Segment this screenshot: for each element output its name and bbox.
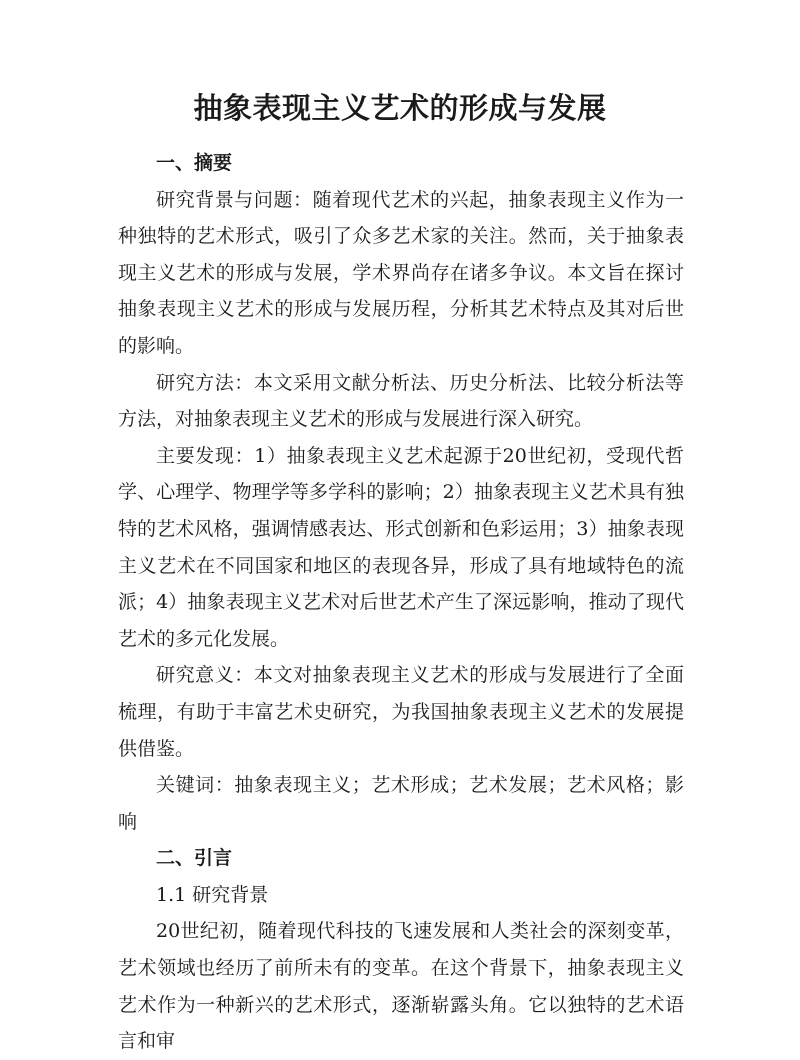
document-title: 抽象表现主义艺术的形成与发展 [193, 91, 607, 125]
keywords-line: 关键词：抽象表现主义；艺术形成；艺术发展；艺术风格；影响 [118, 774, 684, 833]
paragraph-intro: 20世纪初，随着现代科技的飞速发展和人类社会的深刻变革，艺术领域也经历了前所未有的变革。在这个背景下，抽象表现主义艺术作为一种新兴的艺术形式，逐渐崭露头角。它以独特的艺术语言和审 [118, 920, 684, 1053]
paragraph-background: 研究背景与问题：随着现代艺术的兴起，抽象表现主义作为一种独特的艺术形式，吸引了众多艺术家的关注。然而，关于抽象表现主义艺术的形成与发展，学术界尚存在诸多争议。本文旨在探讨抽象表现主义艺术的形成与发展历程，分析其艺术特点及其对后世的影响。 [118, 188, 684, 357]
paragraph-method: 研究方法：本文采用文献分析法、历史分析法、比较分析法等方法，对抽象表现主义艺术的形成与发展进行深入研究。 [118, 371, 684, 431]
section-heading-abstract: 一、摘要 [156, 152, 233, 174]
subsection-heading-background: 1.1 研究背景 [156, 883, 269, 906]
document-body [118, 145, 684, 1060]
paragraph-findings: 主要发现：1）抽象表现主义艺术起源于20世纪初，受现代哲学、心理学、物理学等多学科的影响；2）抽象表现主义艺术具有独特的艺术风格，强调情感表达、形式创新和色彩运用；3）抽象表现主义艺术在不同国家和地区的表现各异，形成了具有地域特色的流派；4）抽象表现主义艺术对后世艺术产生了深远影响，推动了现代艺术的多元化发展。 [118, 444, 684, 650]
section-heading-introduction: 二、引言 [156, 847, 233, 870]
paragraph-significance: 研究意义：本文对抽象表现主义艺术的形成与发展进行了全面梳理，有助于丰富艺术史研究，为我国抽象表现主义艺术的发展提供借鉴。 [118, 664, 684, 760]
